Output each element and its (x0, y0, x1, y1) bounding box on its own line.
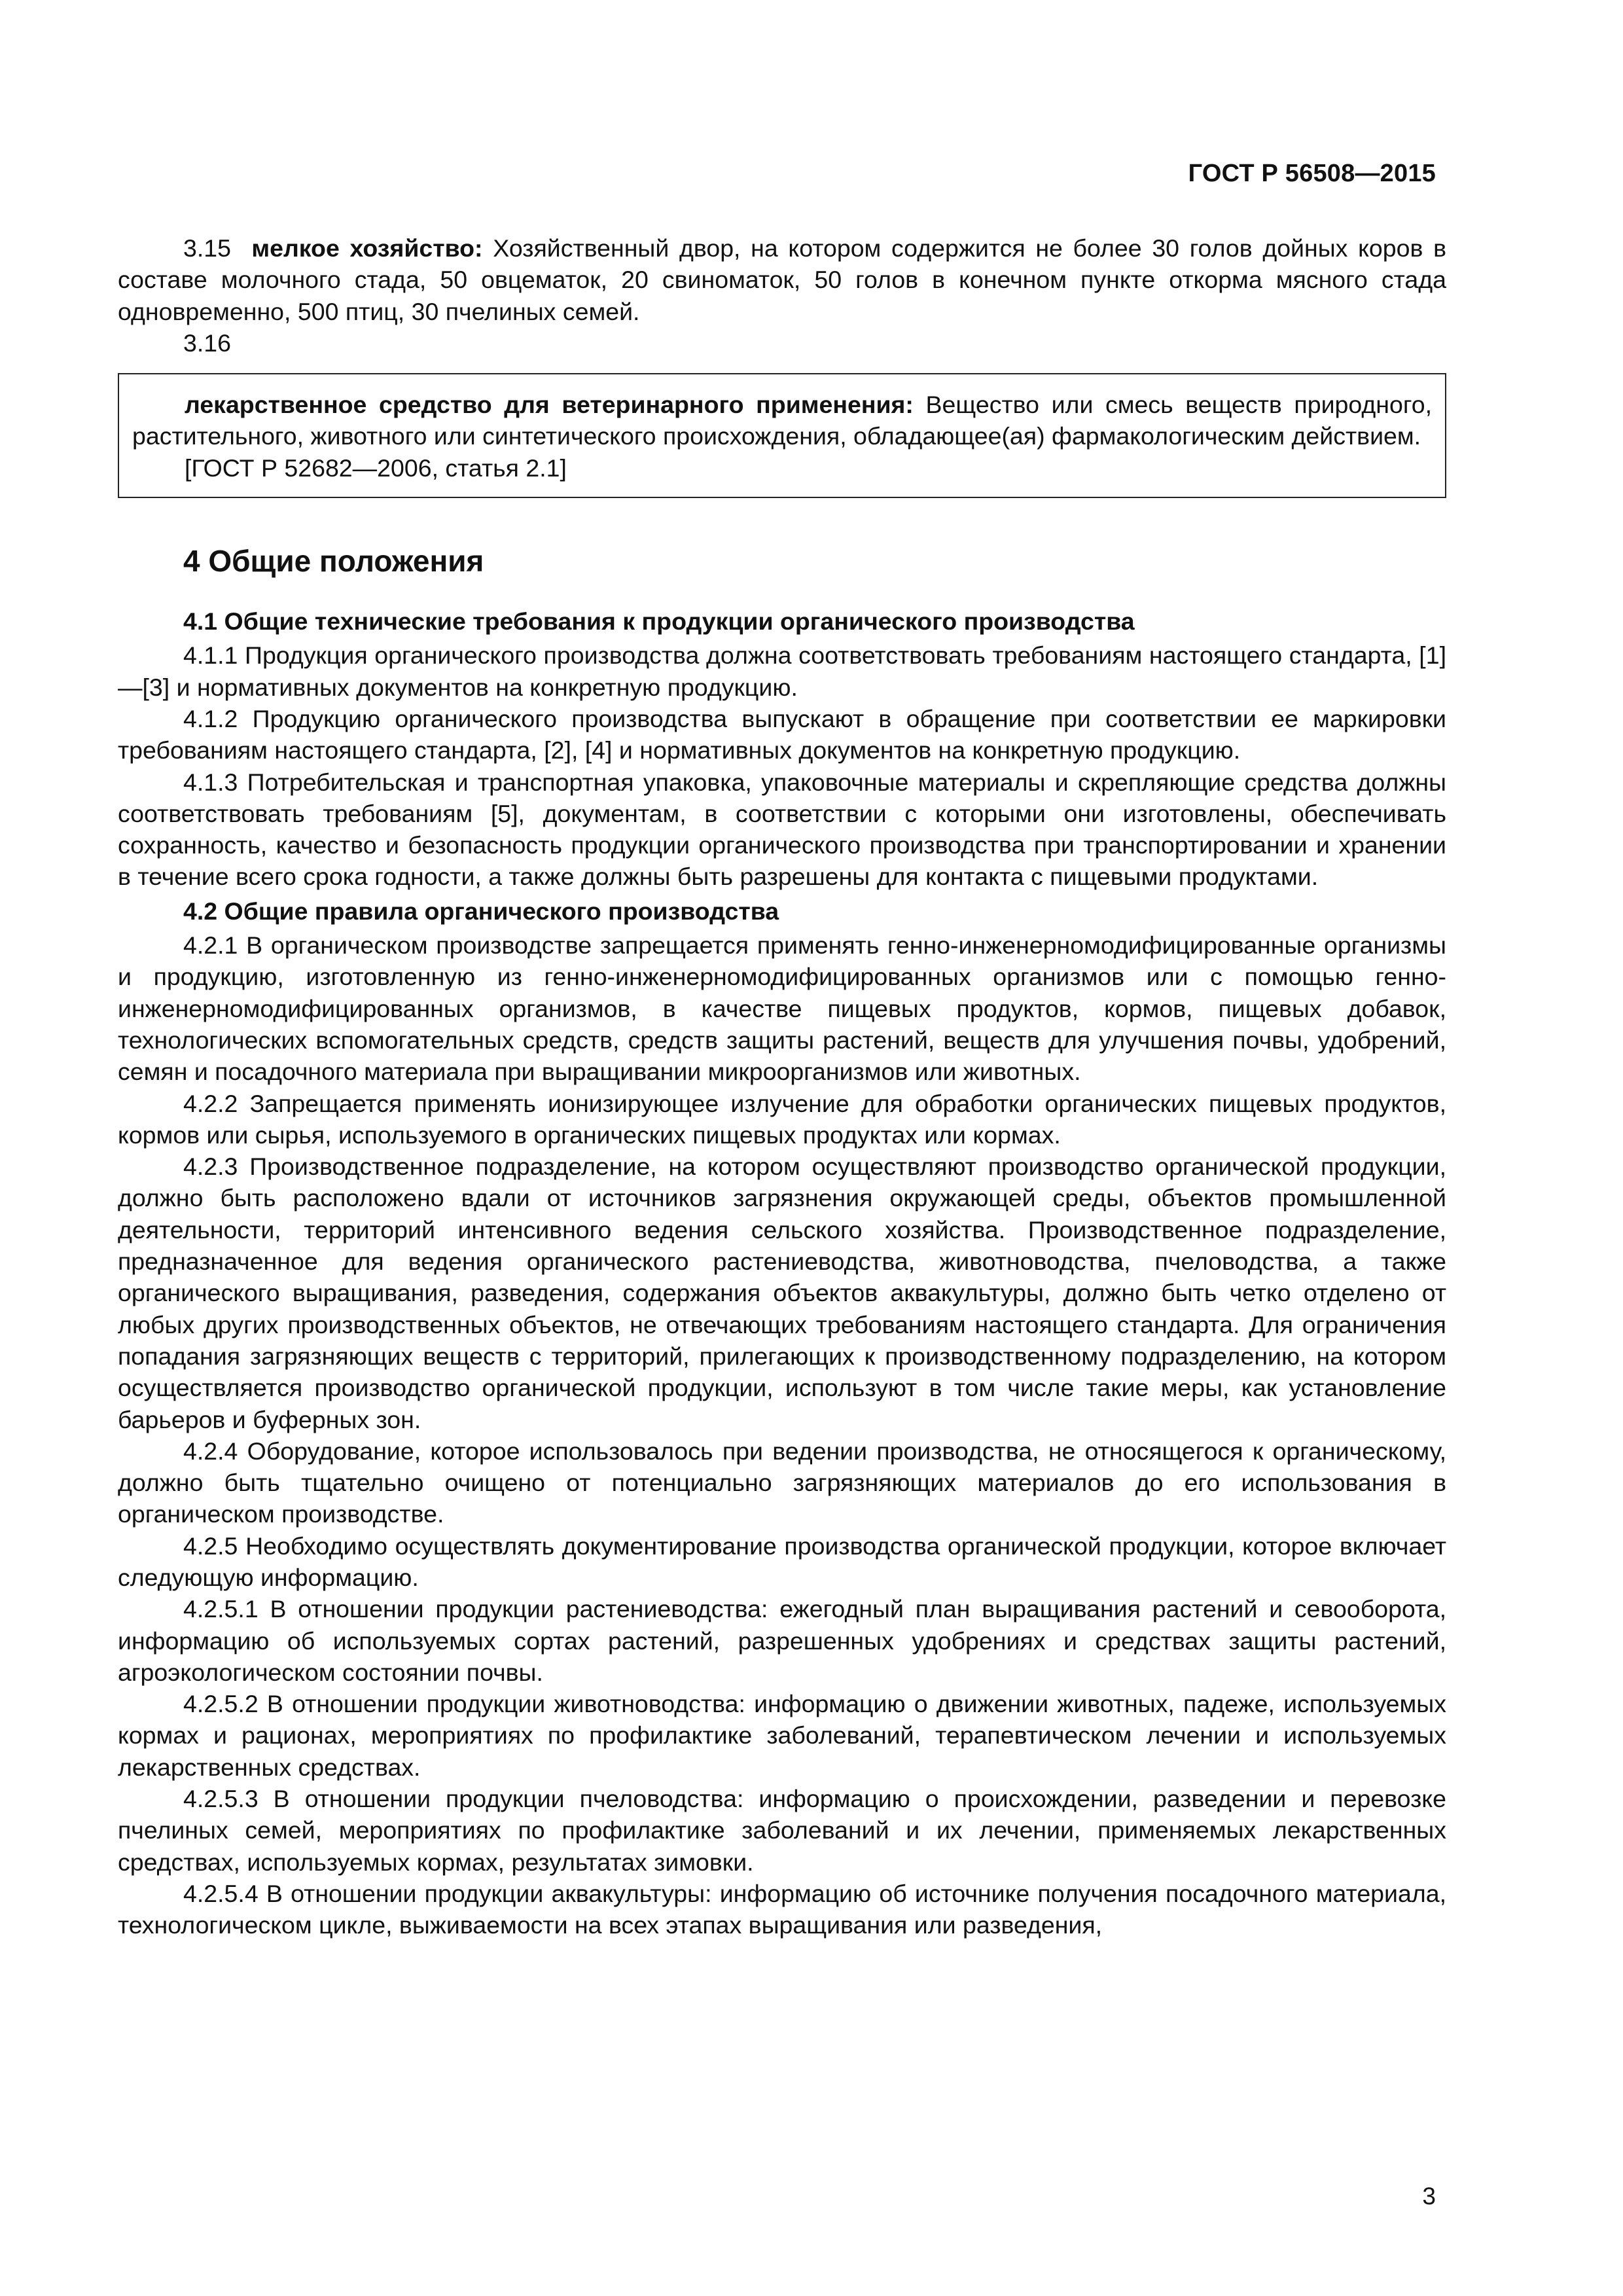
clause-4-2-4: 4.2.4 Оборудование, которое использовалось при ведении производства, не относящегося к органическому, должно быть тщательно очищено от потенциально загрязняющих материалов до его использования в органическом производстве. (118, 1437, 1446, 1528)
page-content (118, 232, 1446, 1941)
definition-box (118, 373, 1446, 498)
term: мелкое хозяйство: (251, 234, 483, 262)
subsection-title: 4.1 Общие технические требования к продукции органического производства (183, 607, 1135, 636)
clause-3-16-number: 3.16 (183, 329, 231, 357)
section-title: 4 Общие положения (183, 544, 484, 579)
clause-4-2-5-3: 4.2.5.3 В отношении продукции пчеловодства: информацию о происхождении, разведении и перевозке пчелиных семей, мероприятиях по профилактике заболеваний и их лечении, применяемых лекарственных средствах, используемых кормах, результатах зимовки. (118, 1785, 1446, 1876)
definition: Вещество или смесь веществ природного, растительного, животного или синтетического происхождения, обладающее(ая) фармакологическим действием. (132, 391, 1432, 450)
clause-3-15 (118, 232, 1446, 327)
clause-4-1-3: 4.1.3 Потребительская и транспортная упаковка, упаковочные материалы и скрепляющие средства должны соответствовать требованиям [5], документам, в соответствии с которыми они изготовлены, обеспечивать сохранность, качество и безопасность продукции органического производства при транспортировании и хранении в течение всего срока годности, а также должны быть разрешены для контакта с пищевыми продуктами. (118, 768, 1446, 891)
page-number: 3 (1422, 2183, 1436, 2210)
clause-4-2-5: 4.2.5 Необходимо осуществлять документирование производства органической продукции, которое включает следующую информацию. (118, 1532, 1446, 1591)
clause-4-2-5-2: 4.2.5.2 В отношении продукции животноводства: информацию о движении животных, падеже, используемых кормах и рационах, мероприятиях по профилактике заболеваний, терапевтическом лечении и используемых лекарственных средствах. (118, 1690, 1446, 1781)
definition-source: [ГОСТ Р 52682—2006, статья 2.1] (185, 454, 567, 482)
clause-number: 3.15 (183, 234, 231, 262)
clause-4-2-2: 4.2.2 Запрещается применять ионизирующее излучение для обработки органических пищевых продуктов, кормов или сырья, используемого в органических пищевых продуктах или кормах. (118, 1089, 1446, 1149)
clause-4-2-1: 4.2.1 В органическом производстве запрещается применять генно-инженерномодифицированные организмы и продукцию, изготовленную из генно-инженерномодифицированных организмов или с помощью генно-инженерномодифицированных организмов, в качестве пищевых продуктов, кормов, пищевых добавок, технологических вспомогательных средств, средств защиты растений, веществ для улучшения почвы, удобрений, семян и посадочного материала при выращивании микроорганизмов или животных. (118, 931, 1446, 1086)
subsection-title: 4.2 Общие правила органического производства (183, 897, 779, 925)
clause-4-2-5-1: 4.2.5.1 В отношении продукции растениеводства: ежегодный план выращивания растений и севооборота, информацию об используемых сортах растений, разрешенных удобрениях и средствах защиты растений, агроэкологическом состоянии почвы. (118, 1595, 1446, 1686)
clause-4-2-5-4: 4.2.5.4 В отношении продукции аквакультуры: информацию об источнике получения посадочного материала, технологическом цикле, выживаемости на всех этапах выращивания или разведения, (118, 1879, 1446, 1939)
standard-header: ГОСТ Р 56508—2015 (1188, 160, 1436, 187)
term: лекарственное средство для ветеринарного применения: (185, 391, 914, 419)
clause-3-16 (132, 389, 1432, 452)
definition: Хозяйственный двор, на котором содержится не более 30 голов дойных коров в составе молочного стада, 50 овцематок, 20 свиноматок, 50 голов в конечном пункте откорма мясного стада одновременно, 500 птиц, 30 пчелиных семей. (118, 234, 1446, 325)
clause-4-2-3: 4.2.3 Производственное подразделение, на котором осуществляют производство органической продукции, должно быть расположено вдали от источников загрязнения окружающей среды, объектов промышленной деятельности, территорий интенсивного ведения сельского хозяйства. Производственное подразделение, предназначенное для ведения органического растениеводства, животноводства, пчеловодства, а также органического выращивания, разведения, содержания объектов аквакультуры, должно быть четко отделено от любых других производственных объектов, не отвечающих требованиям настоящего стандарта. Для ограничения попадания загрязняющих веществ с территорий, прилегающих к производственному подразделению, на котором осуществляется производство органической продукции, используют в том числе такие меры, как установление барьеров и буферных зон. (118, 1153, 1446, 1433)
clause-4-1-2: 4.1.2 Продукцию органического производства выпускают в обращение при соответствии ее маркировки требованиям настоящего стандарта, [2], [4] и нормативных документов на конкретную продукцию. (118, 704, 1446, 764)
clause-4-1-1: 4.1.1 Продукция органического производства должна соответствовать требованиям настоящего стандарта, [1]—[3] и нормативных документов на конкретную продукцию. (118, 641, 1446, 701)
